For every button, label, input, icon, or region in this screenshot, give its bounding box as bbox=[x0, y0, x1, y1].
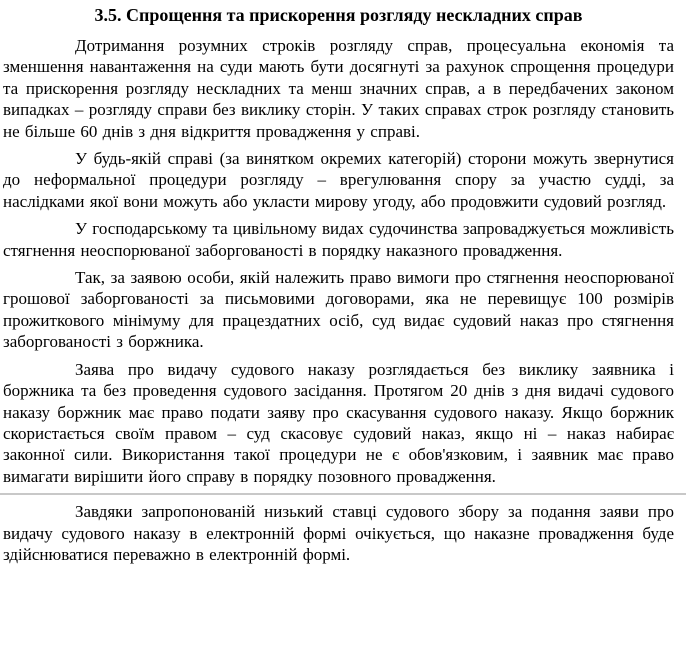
paragraph-electronic-form: Завдяки запропонованій низький ставці судового збору за подання заяви про видачу судового наказу в електронній формі очікується, що наказне провадження буде здійснюватися переважно в електронній формі. bbox=[3, 502, 674, 564]
paragraph-order-proceedings-intro: У господарському та цивільному видах судочинства запроваджується можливість стягнення неоспорюваної заборгованості в порядку наказного провадження. bbox=[3, 219, 674, 260]
paragraph-order-review-rules: Заява про видачу судового наказу розглядається без виклику заявника і боржника та без проведення судового засідання. Протягом 20 днів з дня видачі судового наказу боржник має право подати заяву про скасування судового наказу. Якщо боржник скористається своїм правом – суд скасовує судовий наказ, якщо ні – наказ набирає законної сили. Використання такої процедури не є обов'язковим, і заявник має право вимагати вирішити його справу в порядку позовного провадження. bbox=[3, 359, 674, 486]
paragraph-timelines: Дотримання розумних строків розгляду справ, процесуальна економія та зменшення навантаження на суди мають бути досягнуті за рахунок спрощення процедури та прискорення розгляду нескладних та менш значних справ, а в передбачених законом випадках – розгляду справи без виклику сторін. У таких справах строк розгляду становить не більше 60 днів з дня відкриття провадження у справі. bbox=[3, 36, 674, 141]
paragraph-court-order-issuance: Так, за заявою особи, якій належить право вимоги про стягнення неоспорюваної грошової заборгованості за письмовими договорами, яка не перевищує 100 розмірів прожиткового мінімуму для працездатних осіб, суд видає судовий наказ про стягнення заборгованості з боржника. bbox=[3, 268, 674, 352]
horizontal-divider bbox=[0, 493, 686, 495]
section-heading: 3.5. Спрощення та прискорення розгляду нескладних справ bbox=[94, 5, 583, 25]
paragraph-informal-procedure: У будь-якій справі (за винятком окремих категорій) сторони можуть звернутися до неформальної процедури розгляду – врегулювання спору за участю судді, за наслідками якої вони можуть або укласти мирову угоду, або продовжити судовий розгляд. bbox=[3, 149, 674, 211]
